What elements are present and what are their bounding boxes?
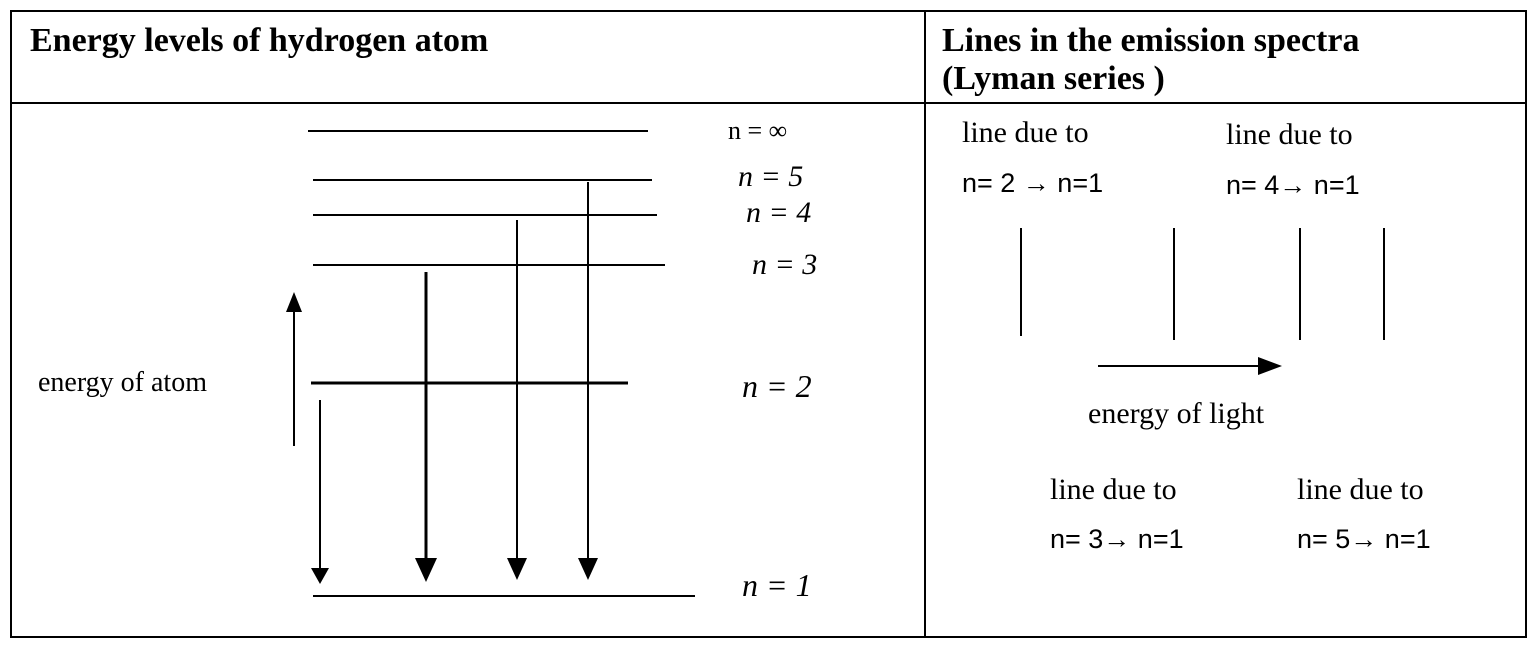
level-label-n3: n = 3 — [752, 248, 818, 281]
transition-arrow-n4-n1 — [507, 220, 527, 580]
right-header-line-1: Lines in the emission spectra — [942, 22, 1360, 59]
transition-arrow-n5-n1 — [578, 182, 598, 580]
spectrum-label-n5-caption: line due to — [1297, 473, 1424, 506]
spectrum-label-n3-transition: n= 3→ n=1 — [1050, 524, 1184, 554]
spectral-lines — [1021, 228, 1384, 340]
spectrum-label-n2-transition: n= 2 → n=1 — [962, 168, 1104, 198]
left-column-header: Energy levels of hydrogen atom — [30, 22, 489, 59]
energy-axis-arrow — [286, 292, 302, 446]
spectrum-label-n2-caption: line due to — [962, 116, 1089, 149]
right-header-line-2: (Lyman series ) — [942, 60, 1165, 97]
spectrum-label-n3-caption: line due to — [1050, 473, 1177, 506]
level-label-n5: n = 5 — [738, 160, 804, 193]
level-label-n2: n = 2 — [742, 368, 812, 404]
transition-arrow-n3-n1 — [415, 272, 437, 582]
level-label-n4: n = 4 — [746, 196, 812, 229]
level-label-n1: n = 1 — [742, 567, 812, 603]
spectrum-label-n4-caption: line due to — [1226, 118, 1353, 151]
energy-of-light-label: energy of light — [1088, 397, 1265, 430]
spectrum-label-n5-transition: n= 5→ n=1 — [1297, 524, 1431, 554]
energy-levels — [308, 131, 695, 596]
energy-of-light-arrow — [1098, 357, 1282, 375]
transition-arrow-n2-n1 — [311, 400, 329, 584]
spectrum-label-n4-transition: n= 4→ n=1 — [1226, 170, 1360, 200]
energy-of-atom-label: energy of atom — [38, 367, 207, 398]
level-label-n-infinity: n = ∞ — [728, 116, 788, 145]
